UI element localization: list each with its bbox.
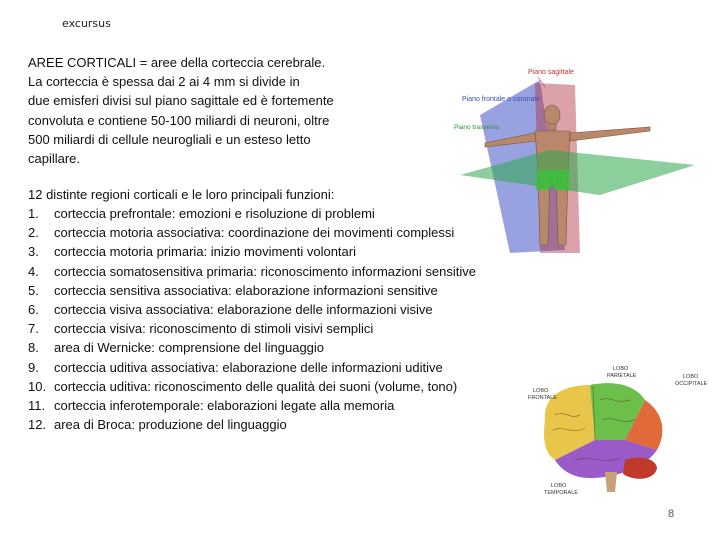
list-item xyxy=(28,396,548,415)
label-frontal-plane: Piano frontale o coronale xyxy=(462,96,540,103)
list-item xyxy=(28,281,548,300)
list-item-number: 12. xyxy=(28,417,47,433)
list-item-text: corteccia visiva: riconoscimento di stimoli visivi semplici xyxy=(54,321,374,337)
list-item-text: corteccia inferotemporale: elaborazioni legate alla memoria xyxy=(54,398,395,414)
list-item xyxy=(28,300,548,319)
list-item-number: 2. xyxy=(28,225,39,241)
list-item xyxy=(28,338,548,357)
list-item xyxy=(28,377,548,396)
list-item-number: 1. xyxy=(28,206,39,221)
list-item-text: corteccia uditiva associativa: elaborazione delle informazioni uditive xyxy=(54,359,443,375)
label-temporal-lobe-1: LOBO xyxy=(551,483,567,489)
anatomical-planes-figure xyxy=(440,55,720,255)
list-item-text: area di Wernicke: comprensione del linguaggio xyxy=(54,340,325,356)
brain-lobes-figure xyxy=(495,360,720,500)
label-transverse-plane: Piano trasverso xyxy=(454,124,500,131)
intro-line: due emisferi divisi sul piano sagittale ed è fortemente xyxy=(28,93,334,109)
list-item xyxy=(28,262,548,281)
list-item-number: 8. xyxy=(28,340,39,356)
list-item-text: corteccia sensitiva associativa: elaborazione informazioni sensitive xyxy=(54,282,438,298)
list-item xyxy=(28,415,548,434)
list-item-text: area di Broca: produzione del linguaggio xyxy=(54,417,287,433)
list-item-number: 4. xyxy=(28,263,39,279)
brainstem xyxy=(605,472,617,492)
label-frontal-lobe-1: LOBO xyxy=(533,388,549,394)
intro-line: capillare. xyxy=(28,151,81,167)
page-number: 8 xyxy=(668,508,675,520)
list-item-text: corteccia motoria associativa: coordinazione dei movimenti complessi xyxy=(54,225,455,241)
list-item-text: corteccia uditiva: riconoscimento delle qualità dei suoni (volume, tono) xyxy=(54,378,458,394)
list-item-number: 3. xyxy=(28,244,39,260)
list-item-number: 6. xyxy=(28,302,39,318)
section-kicker: excursus xyxy=(62,17,111,30)
cerebellum xyxy=(623,458,657,479)
list-item-text: corteccia somatosensitiva primaria: riconoscimento informazioni sensitive xyxy=(54,263,476,279)
list-item-text: corteccia prefrontale: emozioni e risoluzione di problemi xyxy=(54,206,375,221)
label-occipital-lobe-2: OCCIPITALE xyxy=(675,381,708,387)
label-temporal-lobe-2: TEMPORALE xyxy=(544,490,578,496)
intro-line: convoluta e contiene 50-100 miliardi di neuroni, oltre xyxy=(28,112,330,128)
intro-line: La corteccia è spessa dai 2 ai 4 mm si divide in xyxy=(28,74,300,90)
label-parietal-lobe-1: LOBO xyxy=(613,366,629,372)
label-sagittal-plane: Piano sagittale xyxy=(528,69,574,76)
list-item-number: 10. xyxy=(28,378,47,394)
list-heading: 12 distinte regioni corticali e le loro principali funzioni: xyxy=(28,187,335,202)
label-frontal-lobe-2: FRONTALE xyxy=(528,395,557,401)
intro-line: AREE CORTICALI = aree della corteccia cerebrale. xyxy=(28,55,326,70)
list-item xyxy=(28,358,548,377)
list-item-number: 9. xyxy=(28,359,39,375)
list-item-text: corteccia motoria primaria: inizio movimenti volontari xyxy=(54,244,356,260)
intro-line: 500 miliardi di cellule neurogliali e un esteso letto xyxy=(28,131,311,147)
list-item xyxy=(28,319,548,338)
intro-paragraph xyxy=(28,53,388,168)
label-occipital-lobe-1: LOBO xyxy=(683,374,699,380)
list-item-number: 5. xyxy=(28,282,39,298)
brain-illustration xyxy=(544,383,662,492)
label-parietal-lobe-2: PARIETALE xyxy=(607,373,637,379)
list-item-text: corteccia visiva associativa: elaborazione delle informazioni visive xyxy=(54,302,433,318)
list-item-number: 7. xyxy=(28,321,39,337)
list-item-number: 11. xyxy=(28,398,46,414)
